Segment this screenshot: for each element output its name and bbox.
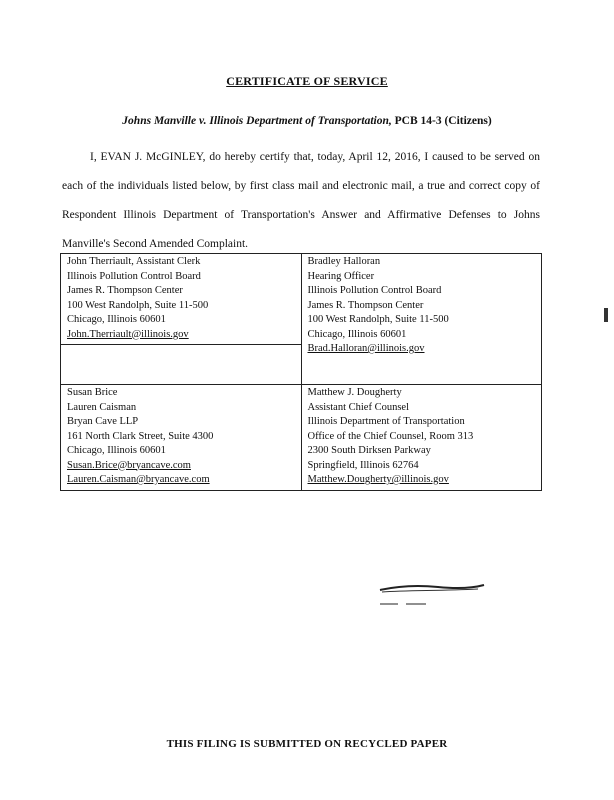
certificate-title-text: CERTIFICATE OF SERVICE	[226, 74, 388, 88]
recipient-cell	[61, 254, 302, 345]
recipient-line: 100 West Randolph, Suite 11-500	[307, 314, 449, 325]
recipient-line: Matthew J. Dougherty	[307, 387, 402, 398]
recipient-line: James R. Thompson Center	[307, 299, 424, 311]
recipient-line: Hearing Officer	[307, 270, 375, 282]
recipient-line: Chicago, Illinois 60601	[67, 445, 166, 456]
recipient-line: Illinois Pollution Control Board	[307, 285, 442, 296]
recipient-line: Chicago, Illinois 60601	[67, 314, 166, 325]
signature	[378, 580, 488, 610]
recipient-cell	[301, 254, 542, 385]
scan-artifact	[604, 308, 608, 322]
recipient-email: John.Therriault@illinois.gov	[67, 328, 189, 340]
certification-paragraph	[62, 143, 540, 259]
recipient-email: Brad.Halloran@illinois.gov	[307, 343, 425, 354]
service-row	[61, 254, 542, 345]
service-list-table	[60, 253, 542, 491]
recipient-line: 100 West Randolph, Suite 11-500	[67, 299, 209, 311]
recipient-line: Lauren Caisman	[67, 401, 137, 413]
recipient-line: Susan Brice	[67, 387, 118, 398]
recipient-cell	[301, 385, 542, 491]
recycled-paper-footer: THIS FILING IS SUBMITTED ON RECYCLED PAPER	[166, 738, 448, 750]
recipient-email: Lauren.Caisman@bryancave.com	[67, 474, 210, 485]
recipient-line: James R. Thompson Center	[67, 285, 183, 296]
recipient-line: Bryan Cave LLP	[67, 416, 139, 427]
recipient-line: Chicago, Illinois 60601	[307, 328, 407, 340]
certification-text: I, EVAN J. McGINLEY, do hereby certify that, today, April 12, 2016, I caused to be served on each of the individuals listed below, by first class mail and electronic mail, a true and correct copy of Respondent Illinois Department of Transportation's Answer and Affirmative Defenses to Johns Manville's Second Amended Complaint.	[62, 151, 540, 250]
recipient-line: Illinois Department of Transportation	[307, 416, 465, 427]
recipient-line: 161 North Clark Street, Suite 4300	[67, 430, 214, 442]
recipient-line: Office of the Chief Counsel, Room 313	[307, 430, 474, 442]
signature-scribble	[378, 580, 488, 610]
recipient-line: 2300 South Dirksen Parkway	[307, 445, 431, 456]
certificate-title	[0, 74, 614, 89]
recipient-line: Bradley Halloran	[307, 256, 381, 267]
recipient-line: John Therriault, Assistant Clerk	[67, 256, 201, 267]
recipient-line: Assistant Chief Counsel	[307, 401, 409, 413]
recipient-email: Matthew.Dougherty@illinois.gov	[307, 474, 449, 485]
service-row	[61, 385, 542, 491]
case-number: PCB 14-3 (Citizens)	[394, 115, 492, 127]
case-name: Johns Manville v. Illinois Department of Transportation,	[122, 115, 392, 127]
recipient-line: Springfield, Illinois 62764	[307, 459, 419, 471]
recipient-line: Illinois Pollution Control Board	[67, 270, 201, 282]
empty-cell	[61, 345, 302, 385]
recipient-email: Susan.Brice@bryancave.com	[67, 459, 191, 471]
recipient-cell	[61, 385, 302, 491]
case-caption	[0, 115, 614, 127]
